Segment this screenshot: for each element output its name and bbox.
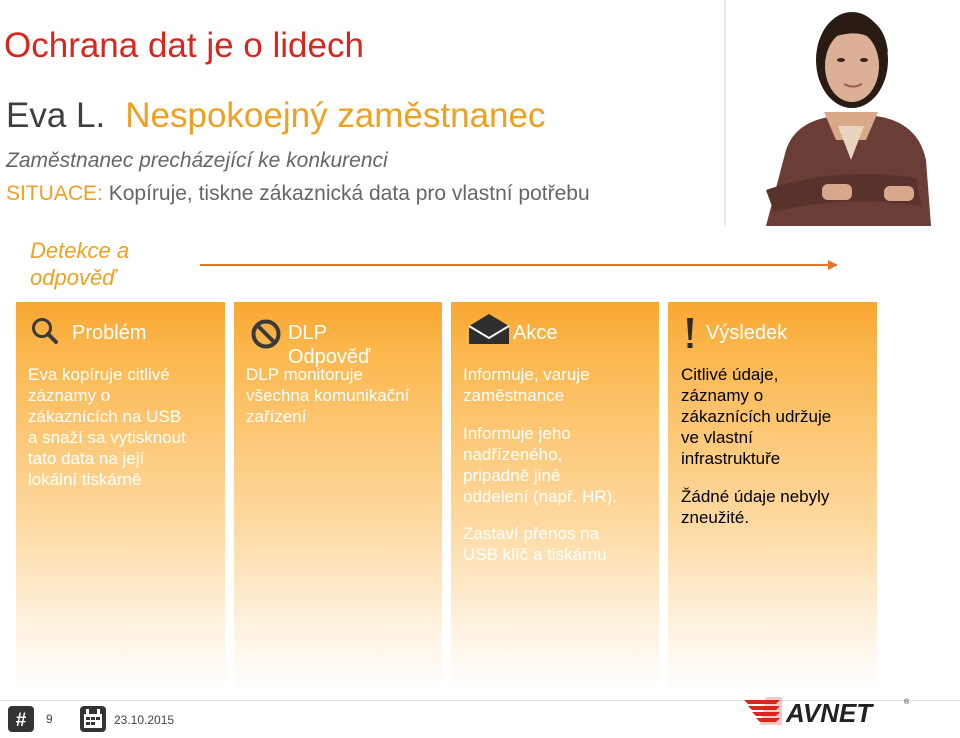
column-result-text-2: Žádné údaje nebyly zneužité. [681,487,830,527]
column-action-title: Akce [513,322,558,344]
avnet-logo [742,694,912,728]
person-name: Eva L. [6,96,106,135]
column-problem [16,302,225,692]
person-role: Nespokoejný zaměstnanec [125,96,546,135]
column-action [451,302,659,692]
person-photo [726,0,960,226]
detection-label: Detekce a odpověď [30,238,130,290]
calendar-icon [80,706,106,732]
column-problem-text: Eva kopíruje citlivé záznamy o zákaznících na USB a snaží sa vytisknout tato data na její lokální tiskárně [28,365,186,489]
slide-date: 23.10.2015 [114,713,175,727]
column-problem-title: Problém [72,322,147,344]
envelope-icon [467,312,511,346]
page-number: 9 [46,712,53,726]
column-dlp-title: DLP [288,322,327,344]
exclamation-icon [684,316,696,350]
column-dlp [234,302,442,692]
svg-text:AVNET: AVNET [786,698,873,728]
situation [6,182,590,206]
prohibited-icon [250,318,282,350]
slide-title: Ochrana dat je o lidech [4,26,364,65]
subtitle: Zaměstnanec precházející ke konkurenci [6,149,388,172]
svg-text:#: # [15,710,27,731]
column-action-text-1: Informuje, varuje zaměstnance [463,365,590,405]
svg-text:®: ® [904,699,910,706]
person-line [6,96,545,136]
column-result-title: Výsledek [706,322,788,344]
column-action-text-2: Informuje jeho nadřízeného, pripadně jiné oddelení (např. HR). [463,424,618,506]
flow-arrow [200,258,840,272]
situation-text: Kopíruje, tiskne zákaznická data pro vlastní potřebu [108,182,590,205]
hash-icon [8,706,34,732]
situation-label: SITUACE: [6,182,103,205]
column-result-text-1: Citlivé údaje, záznamy o zákaznících udržuje ve vlastní infrastruktuře [681,365,832,468]
column-dlp-subtitle: Odpověď [288,346,371,368]
column-dlp-text: DLP monitoruje všechna komunikační zařízení [246,365,410,426]
search-icon [30,316,60,346]
column-result [668,302,877,692]
column-action-text-3: Zastaví přenos na USB klíč a tiskárnu [463,524,607,564]
